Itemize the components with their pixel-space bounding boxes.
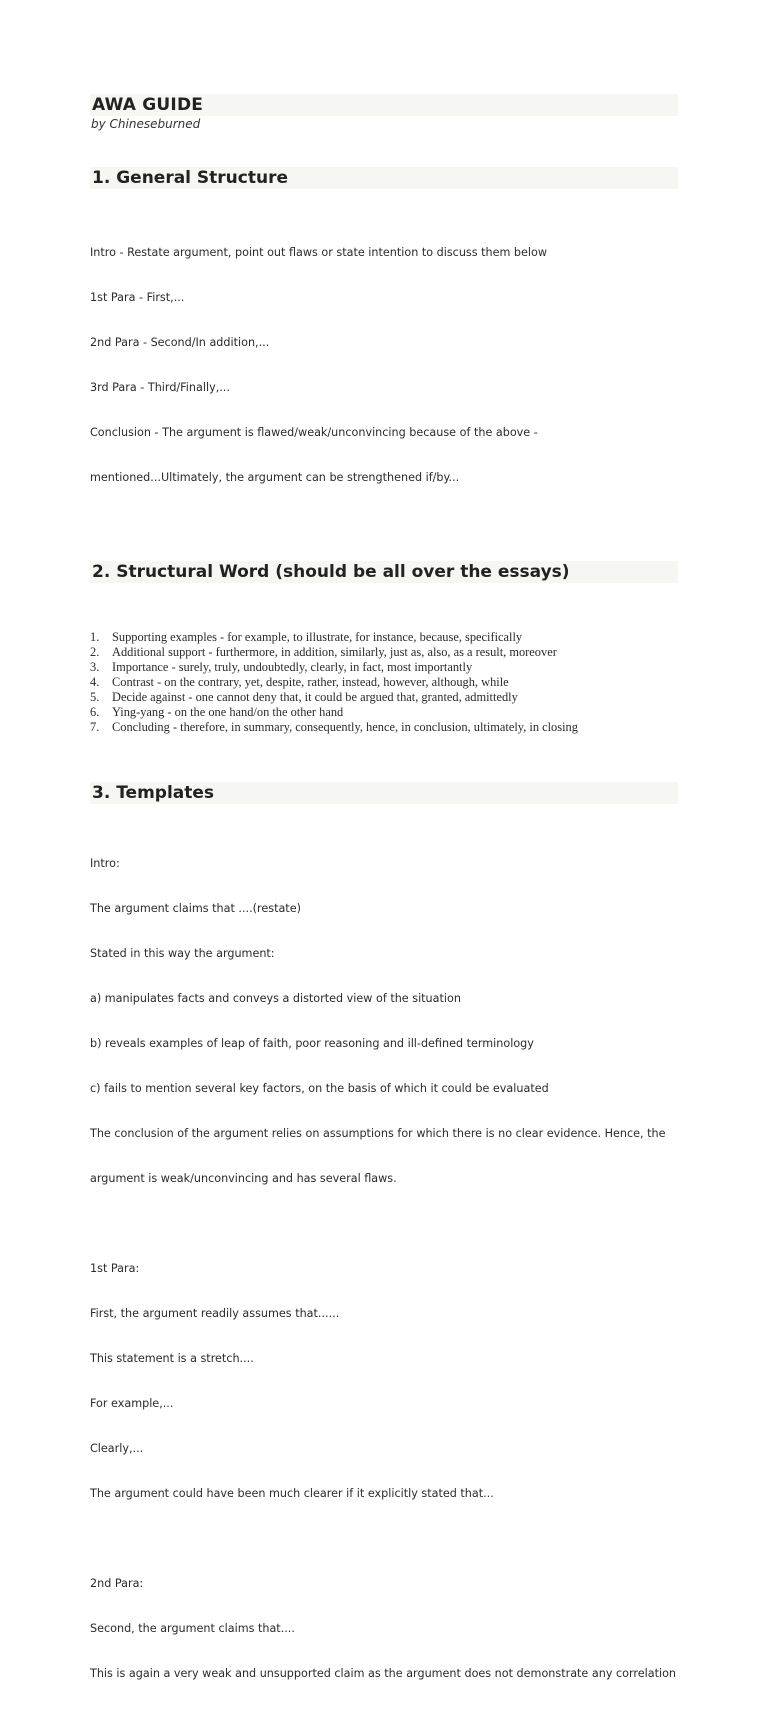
text-line: Stated in this way the argument:: [90, 947, 275, 960]
list-item: [90, 705, 678, 720]
list-text: Contrast - on the contrary, yet, despite, rather, instead, however, although, while: [112, 675, 509, 689]
list-number: 7.: [90, 720, 100, 734]
list-text: Ying-yang - on the one hand/on the other hand: [112, 705, 344, 719]
template-intro: [90, 826, 678, 1216]
template-para-2: [90, 1546, 678, 1711]
template-para-1: [90, 1231, 678, 1531]
list-item: [90, 690, 678, 705]
text-line: Second, the argument claims that....: [90, 1622, 295, 1635]
list-text: Importance - surely, truly, undoubtedly, clearly, in fact, most importantly: [112, 660, 473, 674]
list-text: Supporting examples - for example, to illustrate, for instance, because, specifically: [112, 630, 523, 644]
text-line: The conclusion of the argument relies on assumptions for which there is no clear evidence. Hence, the: [90, 1127, 666, 1140]
list-item: [90, 630, 678, 645]
text-line: This is again a very weak and unsupported claim as the argument does not demonstrate any correlation: [90, 1667, 677, 1680]
document-title: AWA GUIDE: [90, 94, 678, 116]
document-page: [90, 94, 678, 1711]
list-number: 5.: [90, 690, 100, 704]
text-line: c) fails to mention several key factors, on the basis of which it could be evaluated: [90, 1082, 549, 1095]
text-line: argument is weak/unconvincing and has several flaws.: [90, 1172, 397, 1185]
text-line: a) manipulates facts and conveys a distorted view of the situation: [90, 992, 461, 1005]
text-line: Conclusion - The argument is flawed/weak/unconvincing because of the above -: [90, 426, 538, 439]
text-line: 1st Para:: [90, 1262, 140, 1275]
list-number: 2.: [90, 645, 100, 659]
list-item: [90, 645, 678, 660]
text-line: The argument could have been much clearer if it explicitly stated that...: [90, 1487, 494, 1500]
document-byline: by Chineseburned: [91, 117, 201, 131]
list-number: 4.: [90, 675, 100, 689]
text-line: 2nd Para - Second/In addition,...: [90, 336, 270, 349]
text-line: b) reveals examples of leap of faith, poor reasoning and ill-defined terminology: [90, 1037, 534, 1050]
text-line: 2nd Para:: [90, 1577, 144, 1590]
structural-word-list: [90, 630, 678, 735]
text-line: Intro - Restate argument, point out flaws or state intention to discuss them below: [90, 246, 548, 259]
list-text: Additional support - furthermore, in addition, similarly, just as, also, as a result, moreover: [112, 645, 557, 659]
section-heading-general-structure: 1. General Structure: [90, 167, 678, 189]
text-line: The argument claims that ....(restate): [90, 902, 301, 915]
text-line: This statement is a stretch....: [90, 1352, 254, 1365]
text-line: For example,...: [90, 1397, 174, 1410]
section-heading-structural-word: 2. Structural Word (should be all over the essays): [90, 561, 678, 583]
text-line: 3rd Para - Third/Finally,...: [90, 381, 230, 394]
text-line: Clearly,...: [90, 1442, 144, 1455]
list-item: [90, 720, 678, 735]
list-item: [90, 675, 678, 690]
list-text: Decide against - one cannot deny that, it could be argued that, granted, admittedly: [112, 690, 518, 704]
list-number: 6.: [90, 705, 100, 719]
list-number: 3.: [90, 660, 100, 674]
list-number: 1.: [90, 630, 100, 644]
general-structure-text: [90, 215, 678, 515]
list-item: [90, 660, 678, 675]
section-heading-templates: 3. Templates: [90, 782, 678, 804]
text-line: First, the argument readily assumes that......: [90, 1307, 340, 1320]
text-line: mentioned...Ultimately, the argument can be strengthened if/by...: [90, 471, 460, 484]
text-line: Intro:: [90, 857, 120, 870]
list-text: Concluding - therefore, in summary, consequently, hence, in conclusion, ultimately, in closing: [112, 720, 578, 734]
text-line: 1st Para - First,...: [90, 291, 185, 304]
